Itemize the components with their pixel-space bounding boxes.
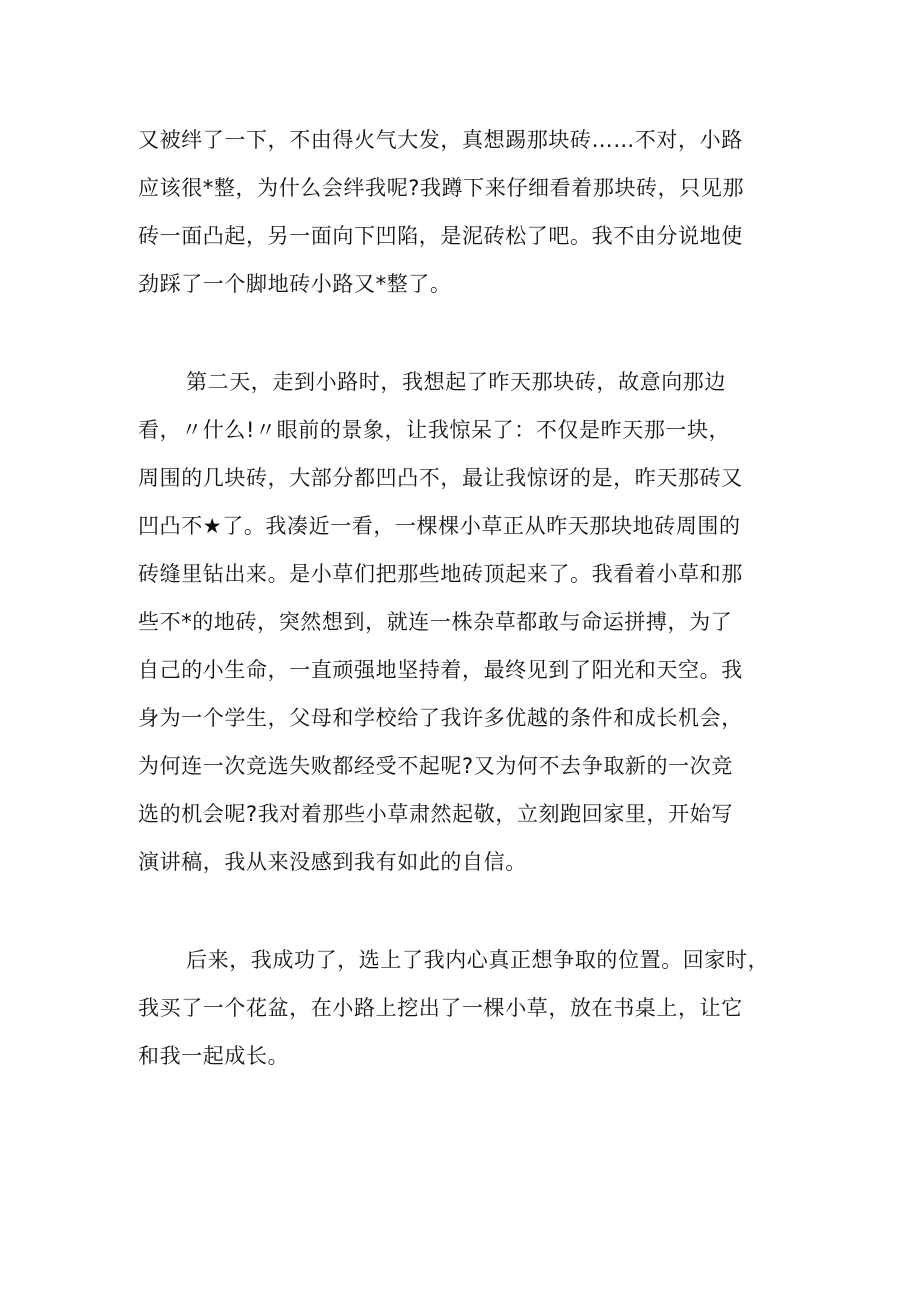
text-line: 自己的小生命，一直顽强地坚持着，最终见到了阳光和天空。我 <box>138 658 743 682</box>
text-line: 选的机会呢?我对着那些小草肃然起敬，立刻跑回家里，开始写 <box>138 802 733 826</box>
text-line: 第二天，走到小路时，我想起了昨天那块砖，故意向那边 <box>186 370 726 394</box>
text-line: 身为一个学生，父母和学校给了我许多优越的条件和成长机会， <box>138 706 743 730</box>
text-line: 我买了一个花盆，在小路上挖出了一棵小草，放在书桌上，让它 <box>138 996 743 1020</box>
text-line: 后来，我成功了，选上了我内心真正想争取的位置。回家时， <box>186 948 770 972</box>
text-line: 周围的几块砖，大部分都凹凸不，最让我惊讶的是，昨天那砖又 <box>138 466 743 490</box>
text-line: 又被绊了一下，不由得火气大发，真想踢那块砖……不对，小路 <box>138 128 743 152</box>
text-line: 应该很*整，为什么会绊我呢?我蹲下来仔细看着那块砖，只见那 <box>138 176 745 200</box>
text-line: 为何连一次竞选失败都经受不起呢?又为何不去争取新的一次竞 <box>138 754 733 778</box>
text-line: 些不*的地砖，突然想到，就连一株杂草都敢与命运拼搏，为了 <box>138 610 733 634</box>
text-line: 凹凸不★了。我凑近一看，一棵棵小草正从昨天那块地砖周围的 <box>138 514 741 538</box>
text-line: 砖缝里钻出来。是小草们把那些地砖顶起来了。我看着小草和那 <box>138 562 743 586</box>
text-line: 劲踩了一个脚地砖小路又*整了。 <box>138 272 452 296</box>
text-line: 砖一面凸起，另一面向下凹陷，是泥砖松了吧。我不由分说地使 <box>138 224 743 248</box>
text-line: 和我一起成长。 <box>138 1044 290 1068</box>
text-line: 看，〃什么!〃眼前的景象，让我惊呆了：不仅是昨天那一块， <box>138 418 731 442</box>
text-line: 演讲稿，我从来没感到我有如此的自信。 <box>138 850 527 874</box>
